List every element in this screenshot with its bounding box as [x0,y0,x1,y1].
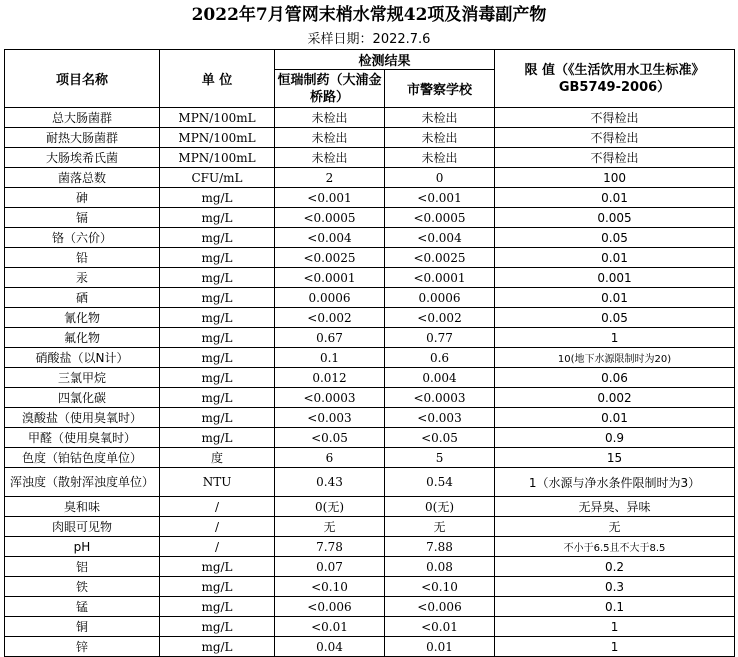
cell-site-1-value: <0.001 [275,188,385,208]
cell-site-1-value: 0.012 [275,368,385,388]
cell-site-1-value: 6 [275,448,385,468]
cell-site-2-value: 0(无) [385,497,495,517]
table-row [5,208,735,228]
cell-unit: MPN/100mL [160,108,275,128]
cell-item-name: 三氯甲烷 [5,368,160,388]
cell-unit: mg/L [160,328,275,348]
cell-limit-value: 不小于6.5且不大于8.5 [495,537,735,557]
cell-item-name: 甲醛（使用臭氧时） [5,428,160,448]
cell-site-1-value: <0.003 [275,408,385,428]
cell-site-2-value: <0.006 [385,597,495,617]
cell-site-1-value: 7.78 [275,537,385,557]
cell-item-name: 大肠埃希氏菌 [5,148,160,168]
cell-item-name: pH [5,537,160,557]
cell-limit-value: 0.002 [495,388,735,408]
cell-unit: mg/L [160,617,275,637]
cell-unit: mg/L [160,577,275,597]
cell-site-2-value: <0.003 [385,408,495,428]
cell-unit: mg/L [160,268,275,288]
cell-limit-value: 10(地下水源限制时为20) [495,348,735,368]
cell-site-1-value: <0.006 [275,597,385,617]
table-row [5,468,735,497]
cell-site-1-value: 未检出 [275,148,385,168]
cell-unit: mg/L [160,208,275,228]
table-row [5,148,735,168]
header-item-name: 项目名称 [5,50,160,108]
cell-item-name: 铁 [5,577,160,597]
table-row [5,408,735,428]
cell-site-1-value: 未检出 [275,108,385,128]
cell-site-1-value: 0.67 [275,328,385,348]
header-unit: 单 位 [160,50,275,108]
table-row [5,168,735,188]
cell-site-1-value: 0.43 [275,468,385,497]
cell-item-name: 溴酸盐（使用臭氧时） [5,408,160,428]
table-row [5,637,735,657]
cell-unit: mg/L [160,597,275,617]
table-row [5,268,735,288]
cell-unit: 度 [160,448,275,468]
cell-site-2-value: 未检出 [385,108,495,128]
cell-site-1-value: <0.0005 [275,208,385,228]
cell-item-name: 砷 [5,188,160,208]
table-row [5,308,735,328]
cell-limit-value: 100 [495,168,735,188]
table-row [5,248,735,268]
cell-limit-value: 1（水源与净水条件限制时为3） [495,468,735,497]
cell-limit-value: 0.005 [495,208,735,228]
cell-site-2-value: <0.001 [385,188,495,208]
cell-limit-value: 1 [495,637,735,657]
cell-unit: CFU/mL [160,168,275,188]
cell-site-1-value: <0.05 [275,428,385,448]
cell-unit: mg/L [160,228,275,248]
cell-limit-value: 15 [495,448,735,468]
cell-limit-value: 不得检出 [495,148,735,168]
cell-unit: NTU [160,468,275,497]
cell-limit-value: 0.05 [495,228,735,248]
table-row [5,577,735,597]
table-row [5,288,735,308]
header-site-2: 市警察学校 [385,70,495,108]
cell-site-2-value: <0.0003 [385,388,495,408]
cell-item-name: 浑浊度（散射浑浊度单位） [5,468,160,497]
cell-limit-value: 0.001 [495,268,735,288]
cell-item-name: 铜 [5,617,160,637]
table-row [5,108,735,128]
cell-site-2-value: 未检出 [385,128,495,148]
cell-site-2-value: 未检出 [385,148,495,168]
cell-limit-value: 0.01 [495,188,735,208]
cell-item-name: 四氯化碳 [5,388,160,408]
cell-unit: / [160,497,275,517]
cell-unit: mg/L [160,557,275,577]
cell-site-2-value: <0.0001 [385,268,495,288]
cell-site-2-value: 0.54 [385,468,495,497]
cell-site-1-value: 2 [275,168,385,188]
cell-unit: mg/L [160,348,275,368]
cell-unit: mg/L [160,428,275,448]
cell-site-1-value: 0.04 [275,637,385,657]
cell-unit: mg/L [160,637,275,657]
cell-site-1-value: <0.10 [275,577,385,597]
cell-item-name: 硒 [5,288,160,308]
cell-site-2-value: 0.01 [385,637,495,657]
cell-site-1-value: <0.0025 [275,248,385,268]
cell-limit-value: 0.01 [495,288,735,308]
table-row [5,328,735,348]
cell-site-2-value: <0.0025 [385,248,495,268]
table-row [5,448,735,468]
cell-site-2-value: 0 [385,168,495,188]
cell-unit: mg/L [160,368,275,388]
cell-site-2-value: <0.05 [385,428,495,448]
cell-unit: mg/L [160,308,275,328]
cell-item-name: 氰化物 [5,308,160,328]
water-quality-table [4,49,735,657]
cell-item-name: 铬（六价） [5,228,160,248]
cell-limit-value: 0.01 [495,248,735,268]
cell-limit-value: 0.06 [495,368,735,388]
cell-item-name: 总大肠菌群 [5,108,160,128]
cell-limit-value: 0.3 [495,577,735,597]
cell-item-name: 锌 [5,637,160,657]
header-limit: 限 值（《生活饮用水卫生标准》GB5749-2006） [495,50,735,108]
cell-site-2-value: <0.004 [385,228,495,248]
cell-limit-value: 0.01 [495,408,735,428]
cell-item-name: 色度（铂钴色度单位） [5,448,160,468]
cell-site-2-value: <0.10 [385,577,495,597]
cell-site-2-value: 0.77 [385,328,495,348]
cell-site-1-value: <0.0003 [275,388,385,408]
cell-item-name: 肉眼可见物 [5,517,160,537]
cell-item-name: 臭和味 [5,497,160,517]
table-row [5,368,735,388]
table-row [5,388,735,408]
cell-unit: / [160,517,275,537]
sampling-date: 采样日期：2022.7.6 [0,30,738,49]
cell-site-1-value: 0.0006 [275,288,385,308]
cell-limit-value: 1 [495,328,735,348]
cell-site-1-value: 0.1 [275,348,385,368]
cell-site-2-value: <0.002 [385,308,495,328]
cell-item-name: 镉 [5,208,160,228]
table-row [5,348,735,368]
cell-site-1-value: <0.0001 [275,268,385,288]
cell-site-2-value: 无 [385,517,495,537]
cell-site-2-value: 0.0006 [385,288,495,308]
cell-limit-value: 0.2 [495,557,735,577]
cell-site-2-value: 7.88 [385,537,495,557]
table-row [5,597,735,617]
table-row [5,517,735,537]
cell-unit: / [160,537,275,557]
cell-item-name: 氟化物 [5,328,160,348]
cell-site-2-value: 0.08 [385,557,495,577]
cell-limit-value: 不得检出 [495,128,735,148]
cell-unit: mg/L [160,408,275,428]
cell-item-name: 菌落总数 [5,168,160,188]
cell-site-1-value: 0.07 [275,557,385,577]
cell-site-2-value: 0.004 [385,368,495,388]
cell-item-name: 铅 [5,248,160,268]
cell-unit: MPN/100mL [160,128,275,148]
cell-site-2-value: <0.0005 [385,208,495,228]
table-body [5,108,735,657]
cell-limit-value: 无异臭、异味 [495,497,735,517]
header-site-1: 恒瑞制药（大浦金桥路） [275,70,385,108]
cell-site-1-value: <0.002 [275,308,385,328]
table-row [5,188,735,208]
cell-site-1-value: 未检出 [275,128,385,148]
cell-item-name: 耐热大肠菌群 [5,128,160,148]
table-row [5,537,735,557]
cell-site-1-value: 无 [275,517,385,537]
header-results: 检测结果 [275,50,495,70]
cell-limit-value: 1 [495,617,735,637]
cell-site-1-value: <0.004 [275,228,385,248]
cell-site-2-value: 0.6 [385,348,495,368]
cell-unit: mg/L [160,248,275,268]
cell-site-2-value: 5 [385,448,495,468]
cell-limit-value: 不得检出 [495,108,735,128]
page-title: 2022年7月管网末梢水常规42项及消毒副产物 [191,5,547,25]
cell-limit-value: 0.9 [495,428,735,448]
cell-limit-value: 0.1 [495,597,735,617]
cell-item-name: 汞 [5,268,160,288]
table-row [5,428,735,448]
cell-unit: mg/L [160,288,275,308]
table-row [5,497,735,517]
cell-item-name: 锰 [5,597,160,617]
table-row [5,128,735,148]
table-row [5,617,735,637]
cell-unit: MPN/100mL [160,148,275,168]
cell-site-1-value: <0.01 [275,617,385,637]
cell-unit: mg/L [160,188,275,208]
cell-item-name: 硝酸盐（以N计） [5,348,160,368]
cell-item-name: 铝 [5,557,160,577]
table-row [5,228,735,248]
cell-limit-value: 无 [495,517,735,537]
table-row [5,557,735,577]
cell-limit-value: 0.05 [495,308,735,328]
cell-site-1-value: 0(无) [275,497,385,517]
cell-site-2-value: <0.01 [385,617,495,637]
cell-unit: mg/L [160,388,275,408]
